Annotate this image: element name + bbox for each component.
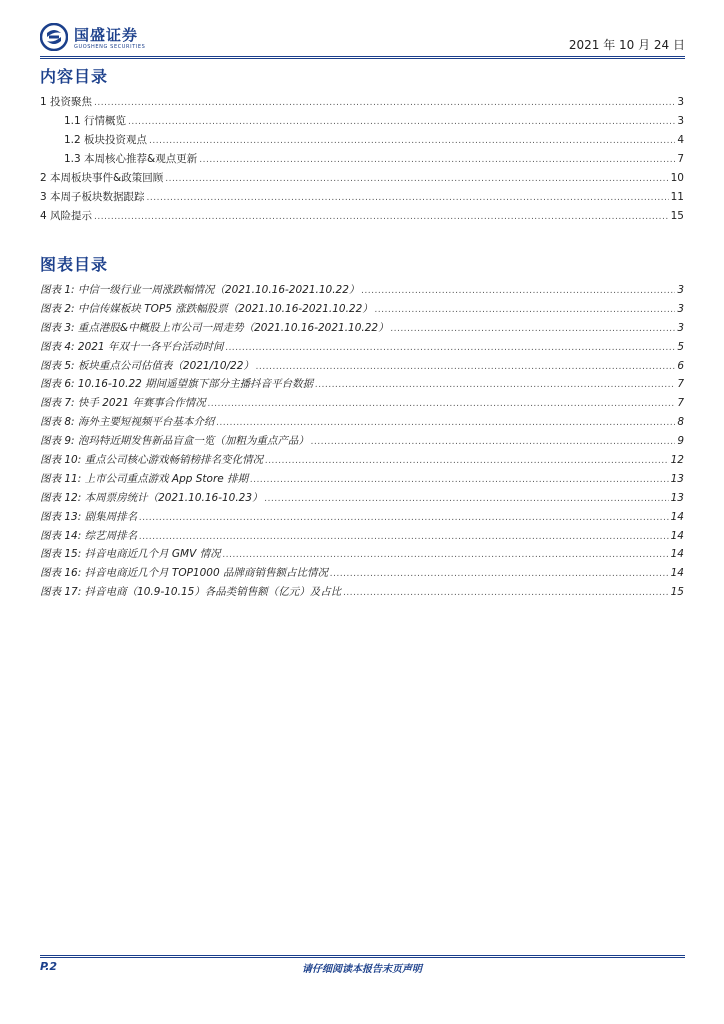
figure-entry[interactable] xyxy=(40,490,684,509)
dot-leader xyxy=(208,399,676,409)
header-rule-secondary xyxy=(40,58,685,59)
toc-entry[interactable] xyxy=(40,189,684,208)
toc-title: 内容目录 xyxy=(40,67,109,86)
page-header xyxy=(40,18,685,54)
figure-entry[interactable] xyxy=(40,339,684,358)
figure-entry-page: 14 xyxy=(670,567,684,580)
figure-entry-page: 9 xyxy=(677,435,684,448)
figure-entry[interactable] xyxy=(40,528,684,547)
toc-entry-page: 10 xyxy=(670,172,684,184)
toc-entry-label: 1.2 板块投资观点 xyxy=(64,134,148,146)
dot-leader xyxy=(343,588,668,598)
dot-leader xyxy=(265,494,669,504)
toc-entry-page: 15 xyxy=(670,210,684,222)
dot-leader xyxy=(265,456,669,466)
figure-entry[interactable] xyxy=(40,565,684,584)
figure-entry-label: 图表 9: 泡玛特近期发售新品盲盒一览（加粗为重点产品） xyxy=(40,435,309,448)
company-logo xyxy=(40,20,160,54)
figure-entry[interactable] xyxy=(40,414,684,433)
dot-leader xyxy=(139,513,669,523)
figure-entry-page: 8 xyxy=(677,416,684,429)
figure-entry[interactable] xyxy=(40,301,684,320)
dot-leader xyxy=(391,324,676,334)
figure-entry-label: 图表 2: 中信传媒板块 TOP5 涨跌幅股票（2021.10.16-2021.10.22） xyxy=(40,302,373,315)
toc-entry[interactable] xyxy=(40,132,684,151)
toc-entry[interactable] xyxy=(40,151,684,170)
figure-entry-page: 7 xyxy=(677,378,684,391)
dot-leader xyxy=(315,380,675,390)
figure-entry[interactable] xyxy=(40,584,684,603)
toc-entry[interactable] xyxy=(40,170,684,189)
figure-entry-label: 图表 1: 中信一级行业一周涨跌幅情况（2021.10.16-2021.10.22） xyxy=(40,284,360,296)
figure-entry[interactable] xyxy=(40,320,684,339)
toc-entry-label: 1.3 本周核心推荐&观点更新 xyxy=(64,153,198,165)
dot-leader xyxy=(256,362,675,372)
disclaimer-note: 请仔细阅读本报告末页声明 xyxy=(302,964,422,975)
figure-entry-page: 5 xyxy=(677,340,684,353)
dot-leader xyxy=(94,212,669,222)
footer-rule xyxy=(40,955,685,956)
figures-title: 图表目录 xyxy=(40,255,109,274)
figure-entry-label: 图表 14: 综艺周排名 xyxy=(40,529,138,542)
toc-entry[interactable] xyxy=(40,113,684,132)
figure-entry-page: 14 xyxy=(670,510,684,523)
dot-leader xyxy=(139,532,669,542)
dot-leader xyxy=(94,98,675,108)
toc-entry-page: 4 xyxy=(677,134,684,146)
figure-entry-label: 图表 17: 抖音电商（10.9-10.15）各品类销售额（亿元）及占比 xyxy=(40,586,342,599)
dot-leader xyxy=(250,475,669,485)
report-date: 2021 年 10 月 24 日 xyxy=(568,38,685,52)
figure-entry-page: 3 xyxy=(677,302,684,315)
figure-entry-label: 图表 16: 抖音电商近几个月 TOP1000 品牌商销售额占比情况 xyxy=(40,567,328,580)
logo-text: 国盛证券 xyxy=(74,26,139,44)
figure-entry-page: 14 xyxy=(670,548,684,561)
figure-entry[interactable] xyxy=(40,395,684,414)
figure-entry-label: 图表 15: 抖音电商近几个月 GMV 情况 xyxy=(40,548,221,561)
figure-entry-label: 图表 7: 快手 2021 年赛事合作情况 xyxy=(40,397,206,410)
toc-entry-label: 4 风险提示 xyxy=(40,210,93,222)
toc-entry-page: 11 xyxy=(670,191,684,203)
dot-leader xyxy=(147,193,669,203)
figure-entry-page: 13 xyxy=(670,491,684,504)
dot-leader xyxy=(223,550,669,560)
figure-entry[interactable] xyxy=(40,546,684,565)
toc-entry-page: 3 xyxy=(677,115,684,127)
figure-entry-label: 图表 13: 剧集周排名 xyxy=(40,510,138,523)
page-number: P.2 xyxy=(40,960,58,973)
toc-entry[interactable] xyxy=(40,94,684,113)
figure-entry-label: 图表 10: 重点公司核心游戏畅销榜排名变化情况 xyxy=(40,454,264,467)
figure-entry-label: 图表 12: 本周票房统计（2021.10.16-10.23） xyxy=(40,491,263,504)
dot-leader xyxy=(216,418,675,428)
figures-list xyxy=(40,282,684,603)
figure-entry-label: 图表 8: 海外主要短视频平台基本介绍 xyxy=(40,416,215,429)
figure-entry[interactable] xyxy=(40,433,684,452)
figure-entry-page: 12 xyxy=(670,454,684,467)
header-rule xyxy=(40,56,685,57)
figure-entry[interactable] xyxy=(40,471,684,490)
figure-entry-label: 图表 5: 板块重点公司估值表（2021/10/22） xyxy=(40,359,254,372)
toc-entry-page: 7 xyxy=(677,153,684,165)
dot-leader xyxy=(361,286,675,296)
figure-entry[interactable] xyxy=(40,452,684,471)
toc-entry-label: 1.1 行情概览 xyxy=(64,115,127,127)
dot-leader xyxy=(149,136,675,146)
figure-entry-label: 图表 11: 上市公司重点游戏 App Store 排期 xyxy=(40,472,249,485)
logo-subtext: GUOSHENG SECURITIES xyxy=(74,44,146,50)
logo-emblem-icon xyxy=(40,23,68,51)
figure-entry[interactable] xyxy=(40,376,684,395)
figure-entry[interactable] xyxy=(40,509,684,528)
figure-entry-page: 14 xyxy=(670,529,684,542)
figure-entry-page: 13 xyxy=(670,472,684,485)
figure-entry-page: 3 xyxy=(677,321,684,334)
figure-entry-label: 图表 6: 10.16-10.22 期间遥望旗下部分主播抖音平台数据 xyxy=(40,378,314,391)
dot-leader xyxy=(375,305,676,315)
toc-entry-label: 2 本周板块事件&政策回顾 xyxy=(40,172,164,184)
dot-leader xyxy=(128,117,675,127)
figure-entry-page: 15 xyxy=(670,586,684,599)
figure-entry[interactable] xyxy=(40,358,684,377)
dot-leader xyxy=(225,343,675,353)
dot-leader xyxy=(311,437,675,447)
toc-entry-page: 3 xyxy=(677,96,684,108)
toc-list xyxy=(40,94,684,227)
figure-entry[interactable] xyxy=(40,282,684,301)
figure-entry-page: 6 xyxy=(677,359,684,372)
dot-leader xyxy=(165,174,668,184)
figure-entry-label: 图表 3: 重点港股&中概股上市公司一周走势（2021.10.16-2021.10.22） xyxy=(40,321,389,334)
figure-entry-label: 图表 4: 2021 年双十一各平台活动时间 xyxy=(40,340,224,353)
footer-rule-secondary xyxy=(40,957,685,958)
figure-entry-page: 3 xyxy=(677,284,684,296)
toc-entry-label: 1 投资聚焦 xyxy=(40,96,93,108)
dot-leader xyxy=(330,569,669,579)
toc-entry[interactable] xyxy=(40,208,684,227)
figure-entry-page: 7 xyxy=(677,397,684,410)
dot-leader xyxy=(199,155,675,165)
toc-entry-label: 3 本周子板块数据跟踪 xyxy=(40,191,145,203)
